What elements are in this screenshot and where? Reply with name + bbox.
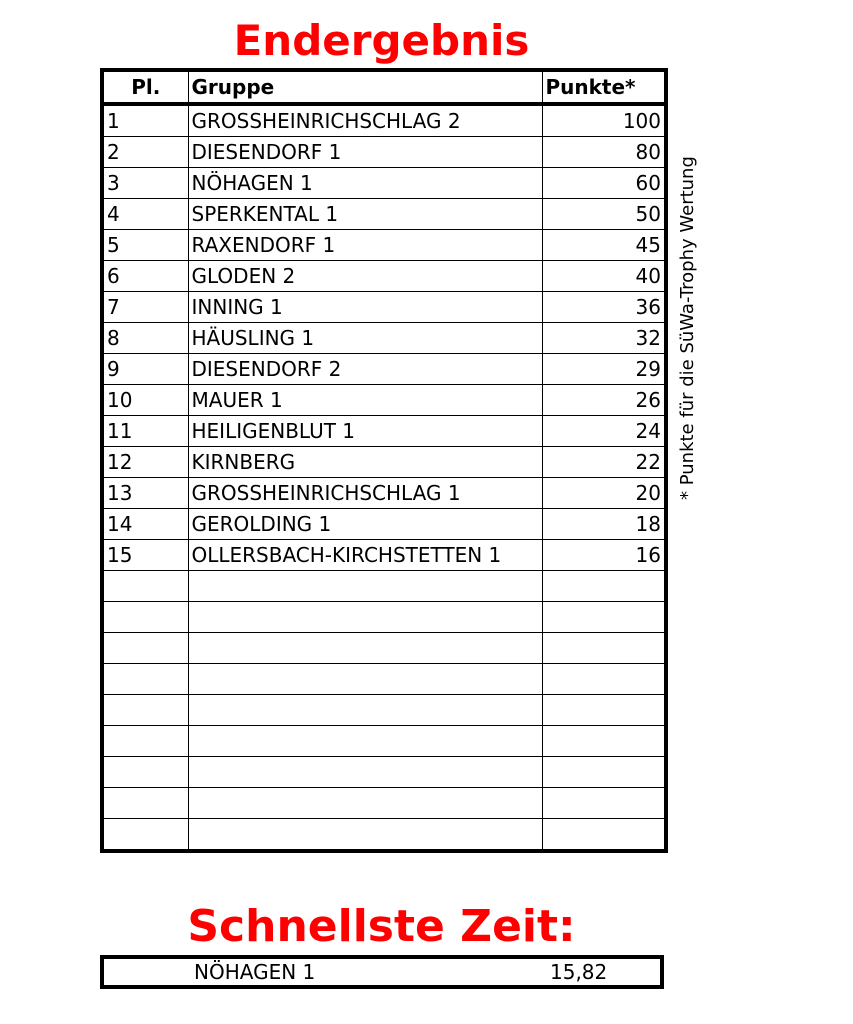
row-place: 13 xyxy=(102,478,188,509)
row-points xyxy=(542,633,666,664)
row-points: 29 xyxy=(542,354,666,385)
row-place: 12 xyxy=(102,447,188,478)
row-place: 2 xyxy=(102,137,188,168)
table-row xyxy=(102,664,666,695)
row-group: GEROLDING 1 xyxy=(188,509,542,540)
row-group: HÄUSLING 1 xyxy=(188,323,542,354)
table-row xyxy=(102,788,666,819)
row-place xyxy=(102,633,188,664)
table-row xyxy=(102,540,666,571)
row-place xyxy=(102,602,188,633)
table-row xyxy=(102,571,666,602)
row-place xyxy=(102,757,188,788)
table-row xyxy=(102,292,666,323)
row-points: 32 xyxy=(542,323,666,354)
row-points: 36 xyxy=(542,292,666,323)
row-place: 8 xyxy=(102,323,188,354)
row-place xyxy=(102,664,188,695)
fastest-group: NÖHAGEN 1 xyxy=(194,960,316,984)
row-group: GLODEN 2 xyxy=(188,261,542,292)
table-row xyxy=(102,137,666,168)
row-place: 3 xyxy=(102,168,188,199)
row-place: 5 xyxy=(102,230,188,261)
row-points: 80 xyxy=(542,137,666,168)
table-row xyxy=(102,230,666,261)
table-row xyxy=(102,385,666,416)
row-points xyxy=(542,819,666,852)
row-points: 26 xyxy=(542,385,666,416)
row-group: HEILIGENBLUT 1 xyxy=(188,416,542,447)
header-place: Pl. xyxy=(102,70,188,104)
row-group: SPERKENTAL 1 xyxy=(188,199,542,230)
table-row xyxy=(102,757,666,788)
row-place: 10 xyxy=(102,385,188,416)
row-group xyxy=(188,757,542,788)
table-row xyxy=(102,354,666,385)
row-place: 14 xyxy=(102,509,188,540)
row-group: MAUER 1 xyxy=(188,385,542,416)
table-row xyxy=(102,447,666,478)
row-group xyxy=(188,571,542,602)
table-row xyxy=(102,168,666,199)
header-group: Gruppe xyxy=(188,70,542,104)
table-row xyxy=(102,323,666,354)
row-place: 1 xyxy=(102,104,188,137)
header-points: Punkte* xyxy=(542,70,666,104)
row-place xyxy=(102,819,188,852)
row-points: 18 xyxy=(542,509,666,540)
row-group: RAXENDORF 1 xyxy=(188,230,542,261)
table-header-row xyxy=(102,70,666,104)
row-group xyxy=(188,664,542,695)
row-place xyxy=(102,695,188,726)
fastest-time-value: 15,82 xyxy=(550,960,608,984)
row-group: DIESENDORF 2 xyxy=(188,354,542,385)
row-group: KIRNBERG xyxy=(188,447,542,478)
row-place xyxy=(102,571,188,602)
row-group: INNING 1 xyxy=(188,292,542,323)
row-group: NÖHAGEN 1 xyxy=(188,168,542,199)
row-group xyxy=(188,788,542,819)
row-place xyxy=(102,726,188,757)
row-place: 9 xyxy=(102,354,188,385)
row-points xyxy=(542,788,666,819)
row-points xyxy=(542,602,666,633)
row-points xyxy=(542,695,666,726)
points-footnote: * Punkte für die SüWa-Trophy Wertung xyxy=(677,156,698,500)
row-points: 24 xyxy=(542,416,666,447)
row-place: 11 xyxy=(102,416,188,447)
row-points: 50 xyxy=(542,199,666,230)
row-points xyxy=(542,664,666,695)
row-group xyxy=(188,633,542,664)
table-row xyxy=(102,104,666,137)
row-group xyxy=(188,695,542,726)
table-row xyxy=(102,416,666,447)
table-row xyxy=(102,199,666,230)
table-row xyxy=(102,633,666,664)
row-points: 20 xyxy=(542,478,666,509)
row-points: 22 xyxy=(542,447,666,478)
row-group: GROSSHEINRICHSCHLAG 1 xyxy=(188,478,542,509)
row-points: 40 xyxy=(542,261,666,292)
row-group: DIESENDORF 1 xyxy=(188,137,542,168)
row-place: 6 xyxy=(102,261,188,292)
row-place: 15 xyxy=(102,540,188,571)
row-points xyxy=(542,726,666,757)
row-points: 100 xyxy=(542,104,666,137)
row-points xyxy=(542,757,666,788)
page-title: Endergebnis xyxy=(233,16,530,65)
row-group xyxy=(188,819,542,852)
table-row xyxy=(102,819,666,852)
table-row xyxy=(102,478,666,509)
row-points: 60 xyxy=(542,168,666,199)
results-table xyxy=(100,68,668,853)
row-place: 4 xyxy=(102,199,188,230)
row-points xyxy=(542,571,666,602)
fastest-time-box xyxy=(100,955,664,989)
row-place: 7 xyxy=(102,292,188,323)
table-row xyxy=(102,726,666,757)
table-row xyxy=(102,695,666,726)
table-row xyxy=(102,509,666,540)
row-points: 16 xyxy=(542,540,666,571)
row-group xyxy=(188,602,542,633)
row-points: 45 xyxy=(542,230,666,261)
row-place xyxy=(102,788,188,819)
table-row xyxy=(102,602,666,633)
row-group: OLLERSBACH-KIRCHSTETTEN 1 xyxy=(188,540,542,571)
row-group: GROSSHEINRICHSCHLAG 2 xyxy=(188,104,542,137)
row-group xyxy=(188,726,542,757)
table-row xyxy=(102,261,666,292)
fastest-time-title: Schnellste Zeit: xyxy=(187,901,576,952)
